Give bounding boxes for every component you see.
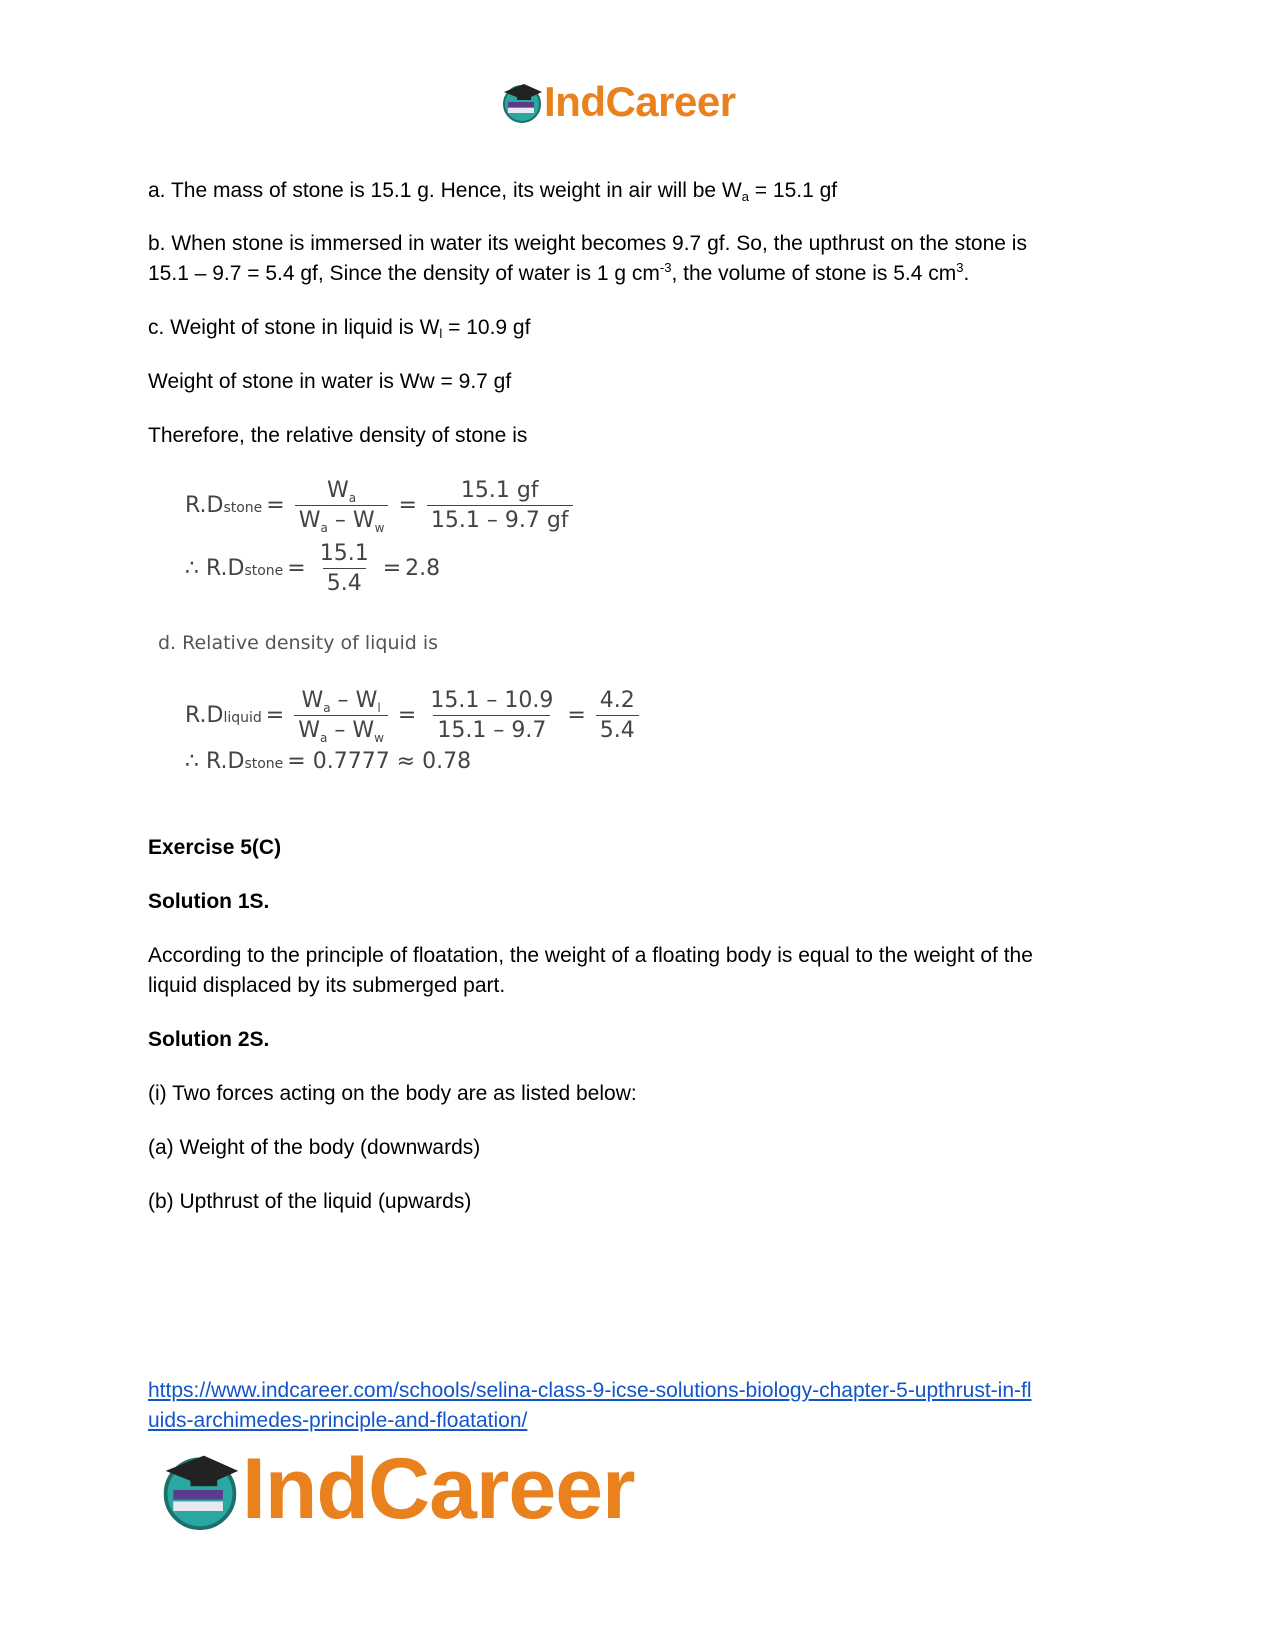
graduation-cap-globe-icon	[500, 80, 544, 124]
solution-2-item-b: (b) Upthrust of the liquid (upwards)	[148, 1190, 472, 1213]
brand-wordmark: IndCareer	[544, 78, 736, 125]
exercise-heading: Exercise 5(C)	[148, 836, 282, 859]
para-water-weight: Weight of stone in water is Ww = 9.7 gf	[148, 370, 512, 393]
equation-row-1: R.D stone = $\frac{W_a}{W_a - W_w}$ = $\frac{15.1 gf}{15.1 - 9.7 gf}$	[185, 478, 579, 533]
fraction: $\frac{15.1 gf}{15.1 - 9.7 gf}$	[427, 478, 573, 533]
fraction: $\frac{W_a}{W_a - W_w}$	[295, 478, 389, 533]
equation-row-1: R.D liquid = $\frac{W_a - W_l}{W_a - W_w}$ = $\frac{15.1 - 10.9}{15.1 - 9.7}$ = $\frac{4.2}{5.4}$	[185, 688, 645, 743]
para-therefore: Therefore, the relative density of stone is	[148, 424, 528, 447]
fraction: $\frac{15.1}{5.4}$	[319, 541, 369, 596]
solution-1-line1: According to the principle of floatation, the weight of a floating body is equal to the weight of the	[148, 944, 1033, 967]
solution-2-heading: Solution 2S.	[148, 1028, 270, 1051]
equation-row-2: ∴ R.D stone = 0.7777 ≈ 0.78	[185, 749, 472, 774]
para-c: c. Weight of stone in liquid is $W_l = 10.9$ gf	[148, 316, 531, 341]
header-logo	[500, 78, 736, 126]
solution-2-item-a: (a) Weight of the body (downwards)	[148, 1136, 481, 1159]
equation-row-2: ∴ R.D stone = $\frac{15.1}{5.4}$ = 2.8	[185, 541, 441, 596]
fraction: $\frac{15.1 - 10.9}{15.1 - 9.7}$	[430, 688, 554, 743]
solution-1-heading: Solution 1S.	[148, 890, 270, 913]
equation-rd-stone	[185, 478, 579, 596]
footer-logo	[158, 1440, 635, 1539]
source-link[interactable]	[148, 1376, 1032, 1436]
brand-wordmark: IndCareer	[242, 1441, 635, 1537]
solution-1-line2: liquid displaced by its submerged part.	[148, 974, 506, 997]
fraction: $\frac{4.2}{5.4}$	[596, 688, 639, 743]
graduation-cap-globe-icon	[158, 1448, 242, 1532]
fraction: $\frac{W_a - W_l}{W_a - W_w}$	[294, 688, 388, 743]
equation-rd-liquid	[185, 688, 645, 774]
solution-2-item-i: (i) Two forces acting on the body are as listed below:	[148, 1082, 637, 1105]
para-b-line2: 15.1 – 9.7 = 5.4 gf, Since the density of water is 1 g $cm^{-3}$, the volume of stone is 5.4 $cm^3$.	[148, 260, 970, 285]
relative-density-liquid-label: d. Relative density of liquid is	[158, 632, 439, 654]
source-link-line2[interactable]: uids-archimedes-principle-and-floatation/	[148, 1409, 528, 1432]
para-a: a. The mass of stone is 15.1 g. Hence, its weight in air will be $W_a = 15.1$ gf	[148, 179, 838, 204]
para-b-line1: b. When stone is immersed in water its weight becomes 9.7 gf. So, the upthrust on the stone is	[148, 232, 1027, 255]
source-link-line1[interactable]: https://www.indcareer.com/schools/selina-class-9-icse-solutions-biology-chapter-5-upthrust-in-fl	[148, 1379, 1032, 1402]
